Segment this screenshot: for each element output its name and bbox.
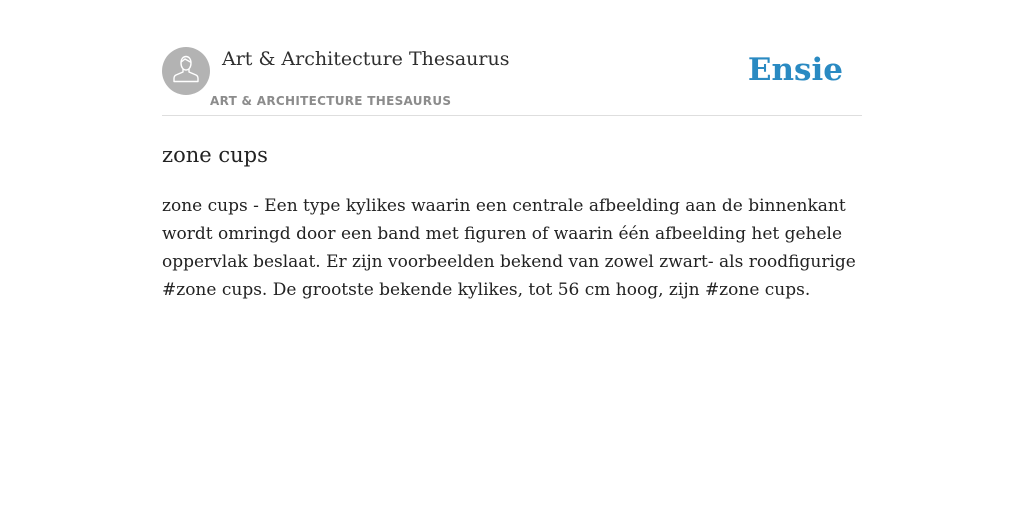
user-silhouette-icon	[172, 54, 200, 89]
category-link[interactable]: ART & ARCHITECTURE THESAURUS	[210, 94, 452, 108]
entry-definition: zone cups - Een type kylikes waarin een centrale afbeelding aan de binnenkant wordt omringd door een band met figuren of waarin één afbeelding het gehele oppervlak beslaat. Er zijn voorbeelden bekend van zowel zwart- als roodfigurige #zone cups. De grootste bekende kylikes, tot 56 cm hoog, zijn #zone cups.	[162, 196, 856, 300]
entry-title: zone cups	[162, 143, 268, 167]
author-name[interactable]: Art & Architecture Thesaurus	[222, 48, 510, 70]
entry-header	[162, 47, 862, 116]
author-avatar[interactable]	[162, 47, 210, 95]
ensie-logo[interactable]: Ensie	[747, 52, 843, 88]
